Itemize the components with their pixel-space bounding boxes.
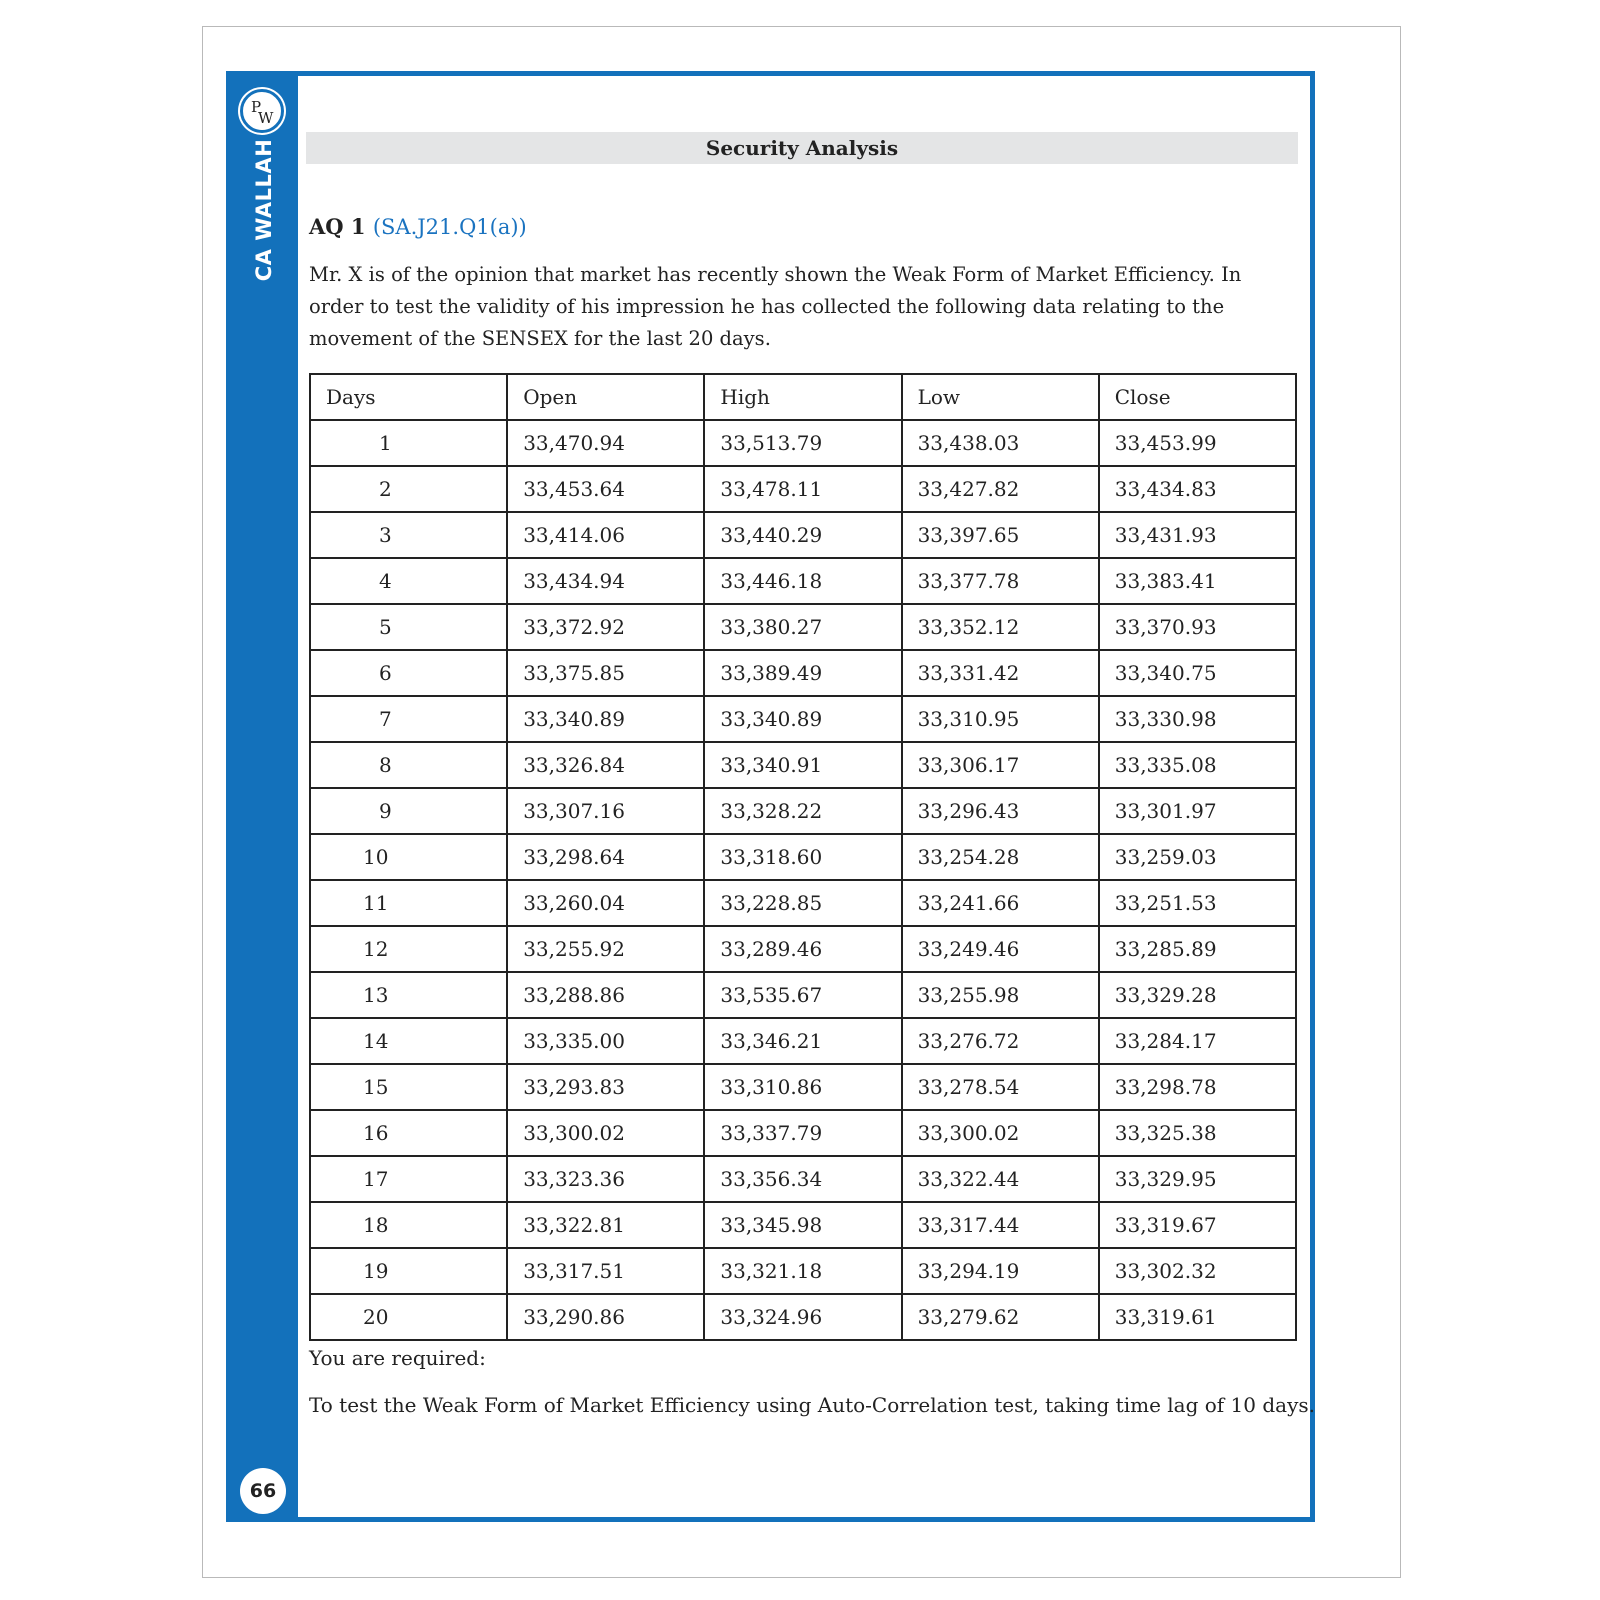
value-cell: 33,434.94 xyxy=(507,558,704,604)
table-row xyxy=(310,1156,1296,1202)
table-row xyxy=(310,1018,1296,1064)
value-cell: 33,352.12 xyxy=(902,604,1099,650)
day-number: 14 xyxy=(363,1029,389,1053)
value-cell: 33,279.62 xyxy=(902,1294,1099,1340)
day-number: 15 xyxy=(363,1075,389,1099)
column-header: Close xyxy=(1099,374,1296,420)
value-cell: 33,440.29 xyxy=(704,512,901,558)
day-cell xyxy=(310,1110,507,1156)
table-row xyxy=(310,1248,1296,1294)
value-cell: 33,337.79 xyxy=(704,1110,901,1156)
value-cell: 33,397.65 xyxy=(902,512,1099,558)
value-cell: 33,335.08 xyxy=(1099,742,1296,788)
day-cell xyxy=(310,742,507,788)
value-cell: 33,323.36 xyxy=(507,1156,704,1202)
column-header: Days xyxy=(310,374,507,420)
question-intro: Mr. X is of the opinion that market has recently shown the Weak Form of Market Efficiency. In order to test the validity of his impression he has collected the following data relating to the movement of the SENSEX for the last 20 days. xyxy=(309,263,1242,350)
day-cell xyxy=(310,1248,507,1294)
column-header: Low xyxy=(902,374,1099,420)
day-number: 10 xyxy=(363,845,389,869)
value-cell: 33,453.99 xyxy=(1099,420,1296,466)
value-cell: 33,322.81 xyxy=(507,1202,704,1248)
value-cell: 33,345.98 xyxy=(704,1202,901,1248)
day-cell xyxy=(310,972,507,1018)
value-cell: 33,329.28 xyxy=(1099,972,1296,1018)
day-cell xyxy=(310,1018,507,1064)
value-cell: 33,301.97 xyxy=(1099,788,1296,834)
sidebar xyxy=(226,71,298,1522)
value-cell: 33,255.92 xyxy=(507,926,704,972)
value-cell: 33,302.32 xyxy=(1099,1248,1296,1294)
day-number: 3 xyxy=(379,523,392,547)
value-cell: 33,535.67 xyxy=(704,972,901,1018)
value-cell: 33,340.91 xyxy=(704,742,901,788)
value-cell: 33,326.84 xyxy=(507,742,704,788)
day-number: 9 xyxy=(379,799,392,823)
value-cell: 33,289.46 xyxy=(704,926,901,972)
requirement-lead: You are required: xyxy=(309,1346,486,1370)
value-cell: 33,260.04 xyxy=(507,880,704,926)
value-cell: 33,317.44 xyxy=(902,1202,1099,1248)
value-cell: 33,513.79 xyxy=(704,420,901,466)
day-cell xyxy=(310,834,507,880)
section-header xyxy=(306,132,1298,164)
table-row xyxy=(310,1294,1296,1340)
brand-name: CA WALLAH xyxy=(252,138,276,282)
day-cell xyxy=(310,650,507,696)
day-number: 5 xyxy=(379,615,392,639)
value-cell: 33,228.85 xyxy=(704,880,901,926)
table-row xyxy=(310,972,1296,1018)
value-cell: 33,328.22 xyxy=(704,788,901,834)
table-row xyxy=(310,650,1296,696)
day-number: 18 xyxy=(363,1213,389,1237)
value-cell: 33,356.34 xyxy=(704,1156,901,1202)
value-cell: 33,431.93 xyxy=(1099,512,1296,558)
value-cell: 33,321.18 xyxy=(704,1248,901,1294)
pw-logo xyxy=(240,89,284,133)
column-header: Open xyxy=(507,374,704,420)
value-cell: 33,255.98 xyxy=(902,972,1099,1018)
value-cell: 33,307.16 xyxy=(507,788,704,834)
value-cell: 33,319.67 xyxy=(1099,1202,1296,1248)
value-cell: 33,377.78 xyxy=(902,558,1099,604)
value-cell: 33,284.17 xyxy=(1099,1018,1296,1064)
day-cell xyxy=(310,788,507,834)
table-row xyxy=(310,926,1296,972)
value-cell: 33,438.03 xyxy=(902,420,1099,466)
value-cell: 33,372.92 xyxy=(507,604,704,650)
table-row xyxy=(310,604,1296,650)
day-number: 4 xyxy=(379,569,392,593)
value-cell: 33,317.51 xyxy=(507,1248,704,1294)
table-row xyxy=(310,834,1296,880)
day-cell xyxy=(310,696,507,742)
value-cell: 33,383.41 xyxy=(1099,558,1296,604)
section-title: Security Analysis xyxy=(705,136,899,160)
day-cell xyxy=(310,420,507,466)
day-number: 17 xyxy=(363,1167,389,1191)
value-cell: 33,278.54 xyxy=(902,1064,1099,1110)
day-cell xyxy=(310,466,507,512)
value-cell: 33,290.86 xyxy=(507,1294,704,1340)
value-cell: 33,340.89 xyxy=(704,696,901,742)
page-number: 66 xyxy=(240,1468,286,1514)
value-cell: 33,298.78 xyxy=(1099,1064,1296,1110)
value-cell: 33,310.95 xyxy=(902,696,1099,742)
value-cell: 33,427.82 xyxy=(902,466,1099,512)
day-cell xyxy=(310,558,507,604)
day-number: 13 xyxy=(363,983,389,1007)
question-code: (SA.J21.Q1(a)) xyxy=(372,215,527,239)
value-cell: 33,276.72 xyxy=(902,1018,1099,1064)
table-row xyxy=(310,788,1296,834)
value-cell: 33,298.64 xyxy=(507,834,704,880)
table-row xyxy=(310,880,1296,926)
value-cell: 33,389.49 xyxy=(704,650,901,696)
table-row xyxy=(310,1202,1296,1248)
question-title xyxy=(309,214,527,239)
table-row xyxy=(310,742,1296,788)
table-row xyxy=(310,466,1296,512)
day-number: 8 xyxy=(379,753,392,777)
value-cell: 33,370.93 xyxy=(1099,604,1296,650)
sensex-table xyxy=(309,373,1297,1341)
value-cell: 33,241.66 xyxy=(902,880,1099,926)
value-cell: 33,340.89 xyxy=(507,696,704,742)
day-number: 6 xyxy=(379,661,392,685)
table-row xyxy=(310,1064,1296,1110)
value-cell: 33,375.85 xyxy=(507,650,704,696)
value-cell: 33,446.18 xyxy=(704,558,901,604)
svg-text:W: W xyxy=(258,109,274,127)
value-cell: 33,414.06 xyxy=(507,512,704,558)
value-cell: 33,340.75 xyxy=(1099,650,1296,696)
value-cell: 33,254.28 xyxy=(902,834,1099,880)
column-header: High xyxy=(704,374,901,420)
day-number: 1 xyxy=(379,431,392,455)
value-cell: 33,318.60 xyxy=(704,834,901,880)
svg-text:P: P xyxy=(251,98,262,116)
value-cell: 33,251.53 xyxy=(1099,880,1296,926)
table-row xyxy=(310,420,1296,466)
value-cell: 33,259.03 xyxy=(1099,834,1296,880)
value-cell: 33,335.00 xyxy=(507,1018,704,1064)
day-number: 12 xyxy=(363,937,389,961)
day-number: 7 xyxy=(379,707,392,731)
value-cell: 33,300.02 xyxy=(902,1110,1099,1156)
table-row xyxy=(310,558,1296,604)
day-number: 2 xyxy=(379,477,392,501)
day-cell xyxy=(310,926,507,972)
value-cell: 33,346.21 xyxy=(704,1018,901,1064)
day-cell xyxy=(310,512,507,558)
value-cell: 33,306.17 xyxy=(902,742,1099,788)
value-cell: 33,294.19 xyxy=(902,1248,1099,1294)
day-number: 16 xyxy=(363,1121,389,1145)
value-cell: 33,434.83 xyxy=(1099,466,1296,512)
value-cell: 33,319.61 xyxy=(1099,1294,1296,1340)
value-cell: 33,331.42 xyxy=(902,650,1099,696)
table-header-row xyxy=(310,374,1296,420)
day-number: 20 xyxy=(363,1305,389,1329)
value-cell: 33,330.98 xyxy=(1099,696,1296,742)
value-cell: 33,453.64 xyxy=(507,466,704,512)
question-label: AQ 1 xyxy=(309,214,366,239)
day-cell xyxy=(310,604,507,650)
day-cell xyxy=(310,1064,507,1110)
value-cell: 33,249.46 xyxy=(902,926,1099,972)
value-cell: 33,478.11 xyxy=(704,466,901,512)
value-cell: 33,285.89 xyxy=(1099,926,1296,972)
day-number: 19 xyxy=(363,1259,389,1283)
day-cell xyxy=(310,1156,507,1202)
day-cell xyxy=(310,880,507,926)
value-cell: 33,310.86 xyxy=(704,1064,901,1110)
value-cell: 33,329.95 xyxy=(1099,1156,1296,1202)
value-cell: 33,288.86 xyxy=(507,972,704,1018)
value-cell: 33,322.44 xyxy=(902,1156,1099,1202)
table-row xyxy=(310,696,1296,742)
pw-logo-icon xyxy=(243,92,281,130)
value-cell: 33,380.27 xyxy=(704,604,901,650)
value-cell: 33,325.38 xyxy=(1099,1110,1296,1156)
value-cell: 33,293.83 xyxy=(507,1064,704,1110)
value-cell: 33,324.96 xyxy=(704,1294,901,1340)
table-row xyxy=(310,1110,1296,1156)
day-cell xyxy=(310,1202,507,1248)
requirement-task: To test the Weak Form of Market Efficiency using Auto-Correlation test, taking time lag of 10 days. xyxy=(309,1393,1315,1417)
value-cell: 33,300.02 xyxy=(507,1110,704,1156)
value-cell: 33,470.94 xyxy=(507,420,704,466)
table-row xyxy=(310,512,1296,558)
day-number: 11 xyxy=(363,891,389,915)
value-cell: 33,296.43 xyxy=(902,788,1099,834)
day-cell xyxy=(310,1294,507,1340)
